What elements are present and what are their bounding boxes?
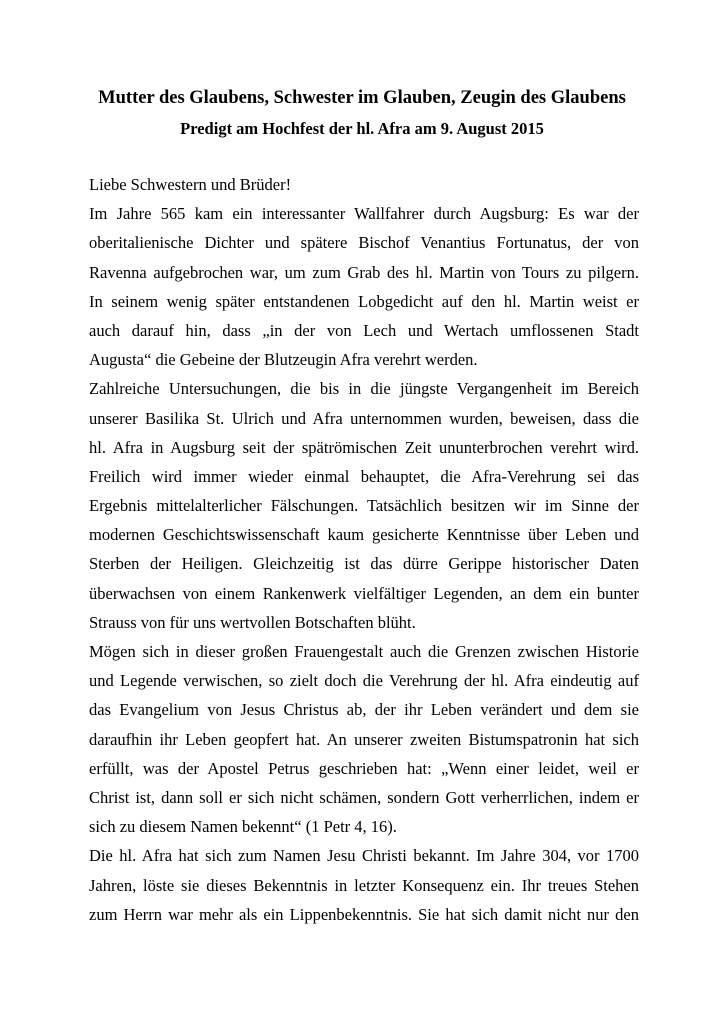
text-line: auch darauf hin, dass „in der von Lech und Wertach umflossenen Stadt bbox=[89, 320, 639, 340]
text-line: modernen Geschichtswissenschaft kaum gesicherte Kenntnisse über Leben und bbox=[89, 525, 639, 545]
document-subtitle: Predigt am Hochfest der hl. Afra am 9. August 2015 bbox=[180, 119, 544, 138]
text-line: sich zu diesem Namen bekennt“ (1 Petr 4, 16). bbox=[89, 817, 397, 837]
text-line: Zahlreiche Untersuchungen, die bis in die jüngste Vergangenheit im Bereich bbox=[89, 379, 639, 399]
text-line: zum Herrn war mehr als ein Lippenbekenntnis. Sie hat sich damit nicht nur den bbox=[89, 904, 639, 924]
text-line: Jahren, löste sie dieses Bekenntnis in letzter Konsequenz ein. Ihr treues Stehen bbox=[89, 875, 639, 895]
text-line: Ravenna aufgebrochen war, um zum Grab des hl. Martin von Tours zu pilgern. bbox=[89, 262, 639, 282]
document-body bbox=[89, 170, 639, 929]
text-line: oberitalienische Dichter und spätere Bischof Venantius Fortunatus, der von bbox=[89, 233, 639, 253]
text-line: Die hl. Afra hat sich zum Namen Jesu Christi bekannt. Im Jahre 304, vor 1700 bbox=[89, 846, 639, 866]
text-line: daraufhin ihr Leben geopfert hat. An unserer zweiten Bistumspatronin hat sich bbox=[89, 729, 639, 749]
text-line: Ergebnis mittelalterlicher Fälschungen. Tatsächlich besitzen wir im Sinne der bbox=[89, 496, 639, 516]
text-line: Christ ist, dann soll er sich nicht schämen, sondern Gott verherrlichen, indem er bbox=[89, 787, 639, 807]
text-line: Freilich wird immer wieder einmal behauptet, die Afra-Verehrung sei das bbox=[89, 466, 639, 486]
text-line: Mögen sich in dieser großen Frauengestalt auch die Grenzen zwischen Historie bbox=[89, 642, 639, 661]
text-line: Sterben der Heiligen. Gleichzeitig ist das dürre Gerippe historischer Daten bbox=[89, 554, 639, 574]
text-line: hl. Afra in Augsburg seit der spätrömischen Zeit ununterbrochen verehrt wird. bbox=[89, 437, 639, 457]
text-line: unserer Basilika St. Ulrich und Afra unternommen wurden, beweisen, dass die bbox=[89, 408, 639, 428]
text-line: In seinem wenig später entstandenen Lobgedicht auf den hl. Martin weist er bbox=[89, 291, 639, 311]
text-line: Liebe Schwestern und Brüder! bbox=[89, 175, 292, 194]
text-line: Augusta“ die Gebeine der Blutzeugin Afra verehrt werden. bbox=[89, 350, 478, 370]
document-title: Mutter des Glaubens, Schwester im Glauben, Zeugin des Glaubens bbox=[98, 88, 626, 108]
text-line: erfüllt, was der Apostel Petrus geschrieben hat: „Wenn einer leidet, weil er bbox=[89, 758, 639, 778]
text-line: und Legende verwischen, so zielt doch die Verehrung der hl. Afra eindeutig auf bbox=[89, 671, 639, 691]
text-line: Strauss von für uns wertvollen Botschaften blüht. bbox=[89, 612, 416, 632]
text-line: das Evangelium von Jesus Christus ab, der ihr Leben verändert und dem sie bbox=[89, 700, 639, 720]
text-line: überwachsen von einem Rankenwerk vielfältiger Legenden, an dem ein bunter bbox=[89, 583, 639, 603]
text-line: Im Jahre 565 kam ein interessanter Wallfahrer durch Augsburg: Es war der bbox=[89, 204, 639, 224]
